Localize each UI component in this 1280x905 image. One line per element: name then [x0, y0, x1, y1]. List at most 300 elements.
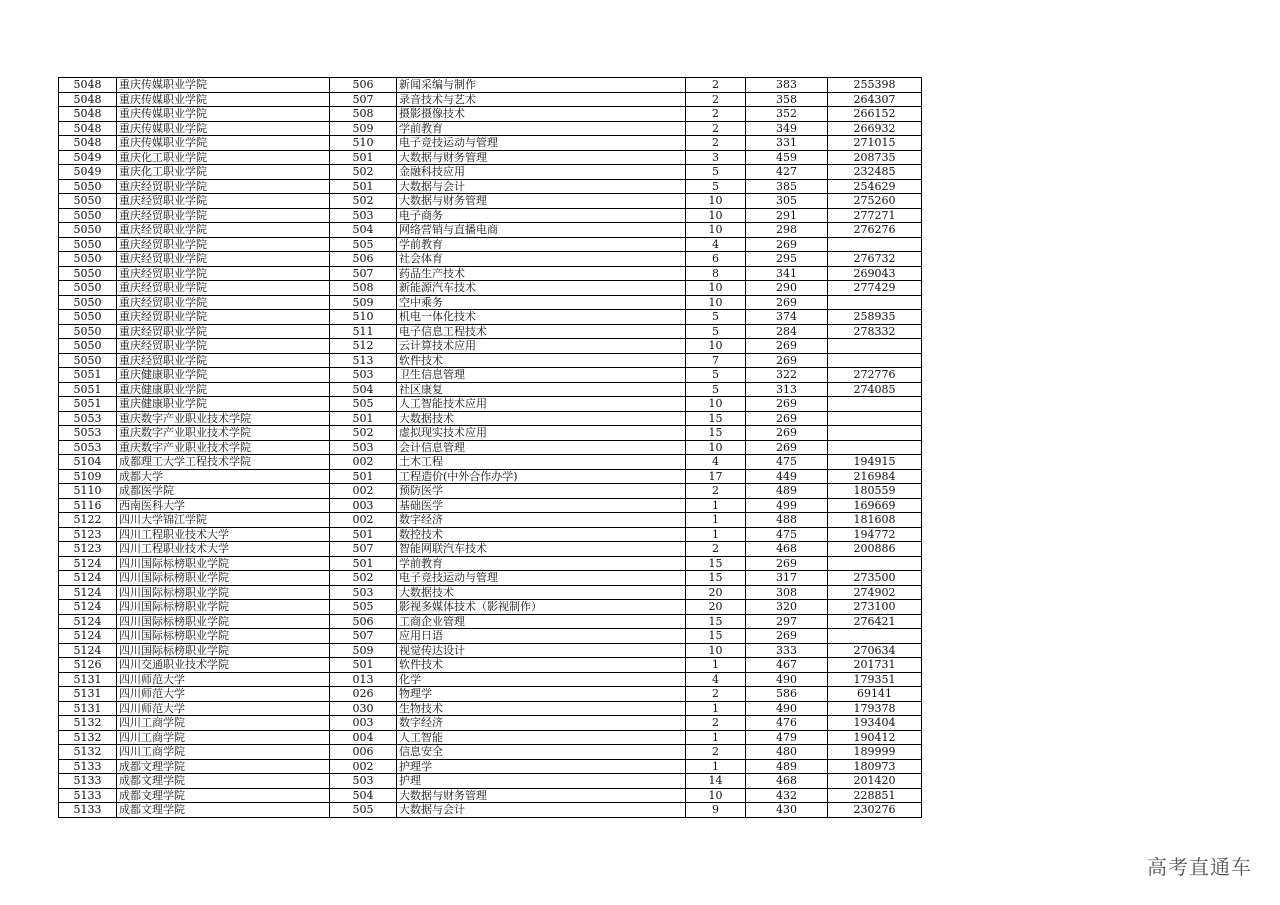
table-row: [59, 252, 922, 267]
school-code-cell: 5124: [59, 643, 117, 658]
table-row: [59, 208, 922, 223]
major-code-cell: 002: [330, 759, 397, 774]
school-name-cell: 重庆化工职业学院: [117, 150, 330, 165]
min-rank-cell: 228851: [828, 788, 922, 803]
major-code-cell: 504: [330, 223, 397, 238]
school-name-cell: 西南医科大学: [117, 498, 330, 513]
major-code-cell: 501: [330, 469, 397, 484]
major-code-cell: 502: [330, 165, 397, 180]
school-name-cell: 成都理工大学工程技术学院: [117, 455, 330, 470]
min-score-cell: 269: [746, 339, 828, 354]
min-rank-cell: 258935: [828, 310, 922, 325]
table-row: [59, 136, 922, 151]
table-row: [59, 237, 922, 252]
school-name-cell: 成都文理学院: [117, 774, 330, 789]
plan-count-cell: 10: [686, 643, 746, 658]
table-row: [59, 513, 922, 528]
major-code-cell: 504: [330, 382, 397, 397]
plan-count-cell: 2: [686, 542, 746, 557]
major-code-cell: 002: [330, 455, 397, 470]
major-name-cell: 影视多媒体技术（影视制作）: [397, 600, 686, 615]
min-score-cell: 284: [746, 324, 828, 339]
major-name-cell: 人工智能: [397, 730, 686, 745]
table-row: [59, 310, 922, 325]
table-row: [59, 803, 922, 818]
min-score-cell: 269: [746, 295, 828, 310]
min-score-cell: 269: [746, 411, 828, 426]
plan-count-cell: 15: [686, 571, 746, 586]
min-rank-cell: 216984: [828, 469, 922, 484]
min-score-cell: 269: [746, 397, 828, 412]
school-name-cell: 重庆传媒职业学院: [117, 78, 330, 93]
table-row: [59, 484, 922, 499]
school-code-cell: 5050: [59, 324, 117, 339]
min-score-cell: 385: [746, 179, 828, 194]
school-name-cell: 成都大学: [117, 469, 330, 484]
major-name-cell: 电子商务: [397, 208, 686, 223]
major-name-cell: 大数据技术: [397, 585, 686, 600]
min-score-cell: 269: [746, 426, 828, 441]
plan-count-cell: 2: [686, 716, 746, 731]
min-score-cell: 352: [746, 107, 828, 122]
school-name-cell: 重庆经贸职业学院: [117, 194, 330, 209]
major-code-cell: 503: [330, 585, 397, 600]
min-rank-cell: 277429: [828, 281, 922, 296]
school-code-cell: 5110: [59, 484, 117, 499]
plan-count-cell: 20: [686, 600, 746, 615]
major-name-cell: 学前教育: [397, 237, 686, 252]
school-code-cell: 5050: [59, 208, 117, 223]
major-code-cell: 501: [330, 411, 397, 426]
major-name-cell: 网络营销与直播电商: [397, 223, 686, 238]
school-code-cell: 5124: [59, 585, 117, 600]
table-row: [59, 498, 922, 513]
school-name-cell: 四川工程职业技术大学: [117, 542, 330, 557]
major-code-cell: 505: [330, 600, 397, 615]
plan-count-cell: 5: [686, 382, 746, 397]
min-score-cell: 480: [746, 745, 828, 760]
major-code-cell: 502: [330, 194, 397, 209]
min-rank-cell: 201731: [828, 658, 922, 673]
school-name-cell: 四川国际标榜职业学院: [117, 614, 330, 629]
school-name-cell: 四川国际标榜职业学院: [117, 643, 330, 658]
school-code-cell: 5048: [59, 136, 117, 151]
min-rank-cell: 272776: [828, 368, 922, 383]
min-rank-cell: 179378: [828, 701, 922, 716]
min-score-cell: 295: [746, 252, 828, 267]
school-code-cell: 5050: [59, 266, 117, 281]
major-code-cell: 002: [330, 484, 397, 499]
major-name-cell: 大数据与财务管理: [397, 788, 686, 803]
min-score-cell: 468: [746, 774, 828, 789]
school-code-cell: 5050: [59, 194, 117, 209]
school-code-cell: 5122: [59, 513, 117, 528]
major-name-cell: 卫生信息管理: [397, 368, 686, 383]
plan-count-cell: 1: [686, 730, 746, 745]
school-name-cell: 重庆健康职业学院: [117, 397, 330, 412]
table-row: [59, 600, 922, 615]
table-row: [59, 701, 922, 716]
table-row: [59, 92, 922, 107]
min-rank-cell: 277271: [828, 208, 922, 223]
major-code-cell: 505: [330, 397, 397, 412]
major-name-cell: 信息安全: [397, 745, 686, 760]
min-rank-cell: 194915: [828, 455, 922, 470]
major-name-cell: 大数据与财务管理: [397, 150, 686, 165]
table-row: [59, 788, 922, 803]
major-code-cell: 501: [330, 556, 397, 571]
plan-count-cell: 2: [686, 121, 746, 136]
major-code-cell: 505: [330, 237, 397, 252]
school-name-cell: 四川国际标榜职业学院: [117, 556, 330, 571]
table-row: [59, 353, 922, 368]
school-code-cell: 5048: [59, 78, 117, 93]
school-name-cell: 重庆经贸职业学院: [117, 208, 330, 223]
plan-count-cell: 5: [686, 179, 746, 194]
min-score-cell: 269: [746, 440, 828, 455]
major-code-cell: 501: [330, 527, 397, 542]
major-name-cell: 智能网联汽车技术: [397, 542, 686, 557]
major-name-cell: 大数据与财务管理: [397, 194, 686, 209]
min-score-cell: 449: [746, 469, 828, 484]
min-score-cell: 490: [746, 701, 828, 716]
table-row: [59, 629, 922, 644]
min-rank-cell: [828, 411, 922, 426]
table-row: [59, 150, 922, 165]
school-name-cell: 四川国际标榜职业学院: [117, 600, 330, 615]
table-row: [59, 745, 922, 760]
major-name-cell: 空中乘务: [397, 295, 686, 310]
major-name-cell: 大数据与会计: [397, 179, 686, 194]
min-score-cell: 297: [746, 614, 828, 629]
plan-count-cell: 1: [686, 527, 746, 542]
school-name-cell: 四川工商学院: [117, 716, 330, 731]
school-name-cell: 重庆传媒职业学院: [117, 107, 330, 122]
min-score-cell: 586: [746, 687, 828, 702]
school-code-cell: 5104: [59, 455, 117, 470]
plan-count-cell: 14: [686, 774, 746, 789]
table-row: [59, 223, 922, 238]
school-name-cell: 重庆健康职业学院: [117, 382, 330, 397]
min-score-cell: 430: [746, 803, 828, 818]
school-name-cell: 重庆经贸职业学院: [117, 252, 330, 267]
table-row: [59, 658, 922, 673]
school-name-cell: 四川国际标榜职业学院: [117, 571, 330, 586]
major-code-cell: 511: [330, 324, 397, 339]
min-score-cell: 317: [746, 571, 828, 586]
school-code-cell: 5133: [59, 759, 117, 774]
school-name-cell: 重庆经贸职业学院: [117, 179, 330, 194]
major-name-cell: 社区康复: [397, 382, 686, 397]
major-name-cell: 大数据技术: [397, 411, 686, 426]
school-name-cell: 成都文理学院: [117, 759, 330, 774]
major-name-cell: 虚拟现实技术应用: [397, 426, 686, 441]
major-name-cell: 电子竞技运动与管理: [397, 571, 686, 586]
major-code-cell: 013: [330, 672, 397, 687]
watermark-text: 高考直通车: [1147, 855, 1252, 879]
school-name-cell: 四川师范大学: [117, 687, 330, 702]
min-rank-cell: 269043: [828, 266, 922, 281]
min-rank-cell: 190412: [828, 730, 922, 745]
major-name-cell: 摄影摄像技术: [397, 107, 686, 122]
table-row: [59, 585, 922, 600]
table-row: [59, 397, 922, 412]
major-name-cell: 数字经济: [397, 716, 686, 731]
school-code-cell: 5123: [59, 527, 117, 542]
plan-count-cell: 15: [686, 614, 746, 629]
school-code-cell: 5050: [59, 310, 117, 325]
min-rank-cell: 69141: [828, 687, 922, 702]
school-code-cell: 5109: [59, 469, 117, 484]
school-name-cell: 成都医学院: [117, 484, 330, 499]
school-name-cell: 重庆经贸职业学院: [117, 281, 330, 296]
table-row: [59, 281, 922, 296]
major-code-cell: 503: [330, 440, 397, 455]
min-score-cell: 475: [746, 455, 828, 470]
min-rank-cell: 180973: [828, 759, 922, 774]
min-rank-cell: 266152: [828, 107, 922, 122]
school-code-cell: 5049: [59, 165, 117, 180]
min-score-cell: 269: [746, 556, 828, 571]
major-name-cell: 新能源汽车技术: [397, 281, 686, 296]
school-code-cell: 5050: [59, 339, 117, 354]
min-rank-cell: 273500: [828, 571, 922, 586]
major-code-cell: 502: [330, 571, 397, 586]
plan-count-cell: 8: [686, 266, 746, 281]
min-score-cell: 269: [746, 237, 828, 252]
school-name-cell: 四川工商学院: [117, 745, 330, 760]
table-row: [59, 614, 922, 629]
plan-count-cell: 6: [686, 252, 746, 267]
major-name-cell: 新闻采编与制作: [397, 78, 686, 93]
school-name-cell: 四川交通职业技术学院: [117, 658, 330, 673]
min-rank-cell: 169669: [828, 498, 922, 513]
major-name-cell: 录音技术与艺术: [397, 92, 686, 107]
school-code-cell: 5131: [59, 672, 117, 687]
major-code-cell: 501: [330, 179, 397, 194]
table-row: [59, 687, 922, 702]
school-code-cell: 5050: [59, 295, 117, 310]
table-row: [59, 527, 922, 542]
plan-count-cell: 10: [686, 397, 746, 412]
school-name-cell: 重庆经贸职业学院: [117, 353, 330, 368]
min-score-cell: 490: [746, 672, 828, 687]
school-code-cell: 5051: [59, 397, 117, 412]
table-row: [59, 382, 922, 397]
min-score-cell: 383: [746, 78, 828, 93]
plan-count-cell: 10: [686, 223, 746, 238]
table-row: [59, 194, 922, 209]
major-code-cell: 502: [330, 426, 397, 441]
admission-table: [58, 77, 922, 818]
major-code-cell: 506: [330, 252, 397, 267]
school-code-cell: 5053: [59, 411, 117, 426]
plan-count-cell: 1: [686, 498, 746, 513]
table-row: [59, 571, 922, 586]
plan-count-cell: 2: [686, 687, 746, 702]
min-rank-cell: [828, 440, 922, 455]
min-score-cell: 333: [746, 643, 828, 658]
min-score-cell: 305: [746, 194, 828, 209]
min-rank-cell: [828, 295, 922, 310]
major-code-cell: 006: [330, 745, 397, 760]
major-name-cell: 护理学: [397, 759, 686, 774]
major-name-cell: 土木工程: [397, 455, 686, 470]
min-score-cell: 467: [746, 658, 828, 673]
plan-count-cell: 10: [686, 440, 746, 455]
table-row: [59, 759, 922, 774]
school-code-cell: 5050: [59, 223, 117, 238]
school-name-cell: 重庆经贸职业学院: [117, 223, 330, 238]
plan-count-cell: 10: [686, 281, 746, 296]
major-name-cell: 化学: [397, 672, 686, 687]
school-name-cell: 重庆经贸职业学院: [117, 237, 330, 252]
table-row: [59, 179, 922, 194]
major-name-cell: 社会体育: [397, 252, 686, 267]
plan-count-cell: 2: [686, 107, 746, 122]
plan-count-cell: 15: [686, 411, 746, 426]
min-score-cell: 358: [746, 92, 828, 107]
plan-count-cell: 1: [686, 658, 746, 673]
major-name-cell: 学前教育: [397, 121, 686, 136]
table-row: [59, 440, 922, 455]
min-score-cell: 499: [746, 498, 828, 513]
table-row: [59, 295, 922, 310]
school-code-cell: 5131: [59, 701, 117, 716]
admission-table-body: [59, 78, 922, 818]
plan-count-cell: 15: [686, 426, 746, 441]
school-name-cell: 四川国际标榜职业学院: [117, 585, 330, 600]
min-score-cell: 475: [746, 527, 828, 542]
school-name-cell: 重庆经贸职业学院: [117, 339, 330, 354]
major-code-cell: 510: [330, 136, 397, 151]
school-code-cell: 5126: [59, 658, 117, 673]
min-score-cell: 432: [746, 788, 828, 803]
major-code-cell: 513: [330, 353, 397, 368]
school-code-cell: 5132: [59, 730, 117, 745]
min-rank-cell: 276421: [828, 614, 922, 629]
school-code-cell: 5051: [59, 382, 117, 397]
table-row: [59, 469, 922, 484]
plan-count-cell: 10: [686, 295, 746, 310]
major-code-cell: 030: [330, 701, 397, 716]
min-rank-cell: 254629: [828, 179, 922, 194]
major-code-cell: 508: [330, 107, 397, 122]
table-row: [59, 266, 922, 281]
min-rank-cell: 275260: [828, 194, 922, 209]
min-score-cell: 459: [746, 150, 828, 165]
plan-count-cell: 5: [686, 310, 746, 325]
school-name-cell: 重庆经贸职业学院: [117, 266, 330, 281]
min-rank-cell: 230276: [828, 803, 922, 818]
plan-count-cell: 5: [686, 324, 746, 339]
min-rank-cell: 255398: [828, 78, 922, 93]
major-name-cell: 药品生产技术: [397, 266, 686, 281]
major-code-cell: 508: [330, 281, 397, 296]
table-row: [59, 542, 922, 557]
major-name-cell: 应用日语: [397, 629, 686, 644]
plan-count-cell: 5: [686, 368, 746, 383]
plan-count-cell: 4: [686, 455, 746, 470]
min-score-cell: 290: [746, 281, 828, 296]
school-name-cell: 四川工商学院: [117, 730, 330, 745]
school-code-cell: 5124: [59, 571, 117, 586]
table-row: [59, 455, 922, 470]
plan-count-cell: 7: [686, 353, 746, 368]
min-rank-cell: 232485: [828, 165, 922, 180]
plan-count-cell: 20: [686, 585, 746, 600]
major-name-cell: 生物技术: [397, 701, 686, 716]
min-score-cell: 374: [746, 310, 828, 325]
school-name-cell: 重庆传媒职业学院: [117, 136, 330, 151]
min-score-cell: 489: [746, 759, 828, 774]
school-name-cell: 四川师范大学: [117, 701, 330, 716]
major-code-cell: 510: [330, 310, 397, 325]
min-rank-cell: 274085: [828, 382, 922, 397]
plan-count-cell: 2: [686, 745, 746, 760]
school-name-cell: 重庆数字产业职业技术学院: [117, 440, 330, 455]
school-code-cell: 5133: [59, 788, 117, 803]
min-rank-cell: 194772: [828, 527, 922, 542]
min-rank-cell: 276732: [828, 252, 922, 267]
major-code-cell: 026: [330, 687, 397, 702]
plan-count-cell: 17: [686, 469, 746, 484]
school-code-cell: 5048: [59, 107, 117, 122]
min-rank-cell: 208735: [828, 150, 922, 165]
plan-count-cell: 1: [686, 759, 746, 774]
school-name-cell: 重庆数字产业职业技术学院: [117, 426, 330, 441]
school-code-cell: 5053: [59, 440, 117, 455]
school-code-cell: 5124: [59, 629, 117, 644]
school-name-cell: 四川国际标榜职业学院: [117, 629, 330, 644]
min-score-cell: 489: [746, 484, 828, 499]
school-name-cell: 重庆经贸职业学院: [117, 295, 330, 310]
school-name-cell: 成都文理学院: [117, 788, 330, 803]
school-code-cell: 5124: [59, 614, 117, 629]
major-code-cell: 501: [330, 658, 397, 673]
school-code-cell: 5131: [59, 687, 117, 702]
min-score-cell: 476: [746, 716, 828, 731]
school-name-cell: 重庆经贸职业学院: [117, 310, 330, 325]
school-code-cell: 5124: [59, 556, 117, 571]
table-row: [59, 107, 922, 122]
min-rank-cell: [828, 629, 922, 644]
major-name-cell: 人工智能技术应用: [397, 397, 686, 412]
school-code-cell: 5048: [59, 92, 117, 107]
major-code-cell: 507: [330, 266, 397, 281]
plan-count-cell: 10: [686, 788, 746, 803]
min-rank-cell: 273100: [828, 600, 922, 615]
table-row: [59, 730, 922, 745]
school-code-cell: 5116: [59, 498, 117, 513]
major-name-cell: 护理: [397, 774, 686, 789]
major-code-cell: 003: [330, 498, 397, 513]
min-rank-cell: 270634: [828, 643, 922, 658]
major-code-cell: 501: [330, 150, 397, 165]
major-name-cell: 软件技术: [397, 353, 686, 368]
plan-count-cell: 5: [686, 165, 746, 180]
min-score-cell: 313: [746, 382, 828, 397]
major-code-cell: 505: [330, 803, 397, 818]
min-score-cell: 269: [746, 353, 828, 368]
school-code-cell: 5133: [59, 774, 117, 789]
school-code-cell: 5051: [59, 368, 117, 383]
school-name-cell: 重庆经贸职业学院: [117, 324, 330, 339]
min-rank-cell: [828, 339, 922, 354]
major-code-cell: 503: [330, 208, 397, 223]
table-row: [59, 411, 922, 426]
table-row: [59, 368, 922, 383]
